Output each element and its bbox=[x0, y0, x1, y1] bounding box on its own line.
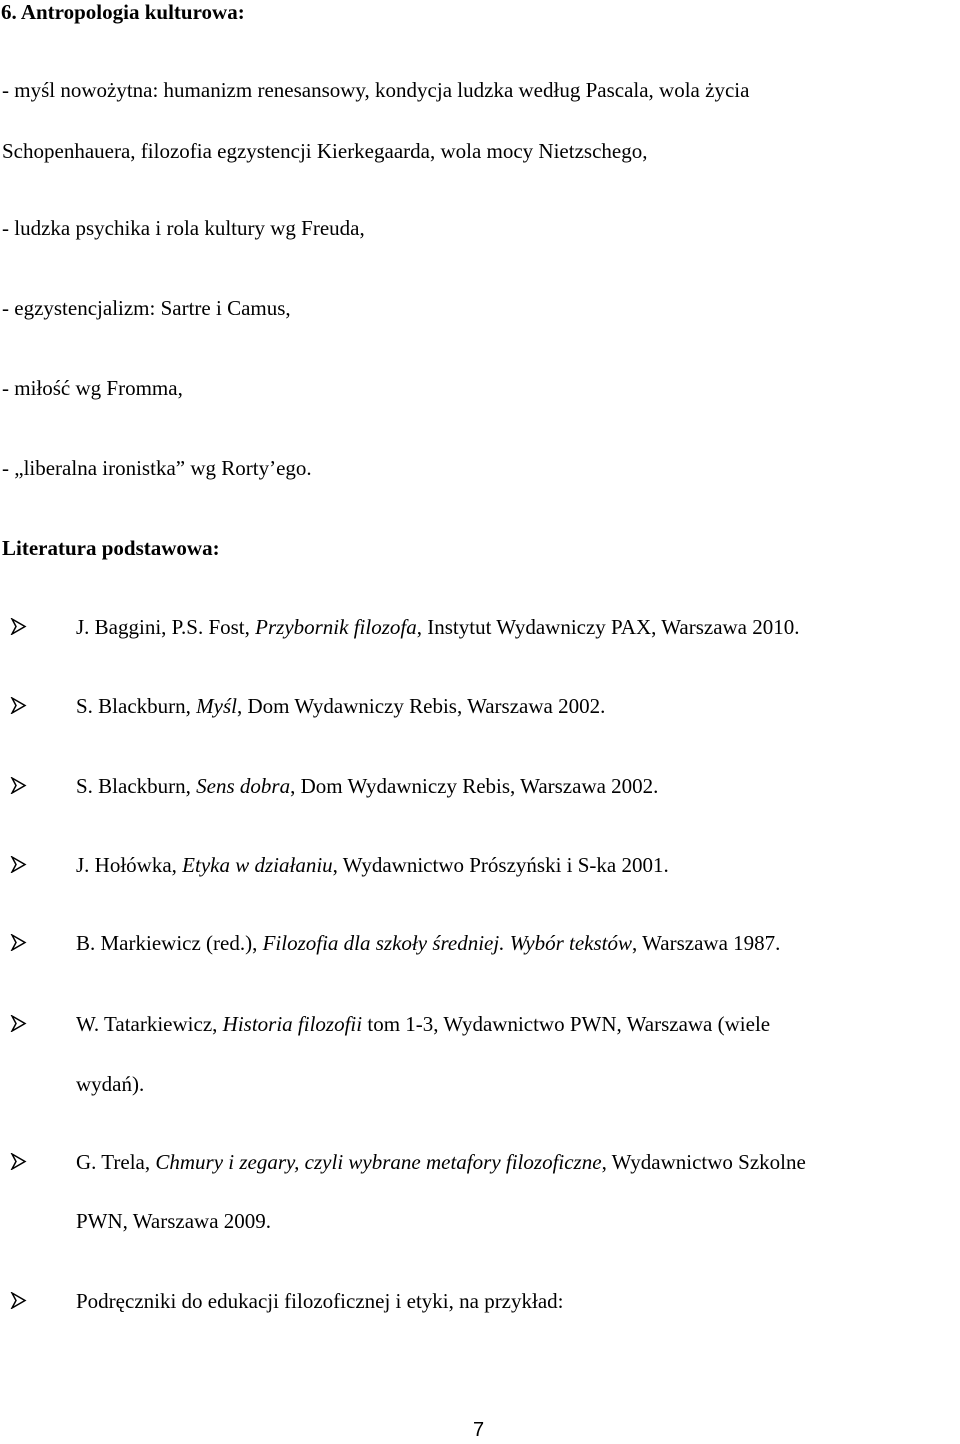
literature-item-text bbox=[76, 693, 605, 719]
publisher: tom 1-3, Wydawnictwo PWN, Warszawa (wiele bbox=[362, 1012, 771, 1036]
author: J. Baggini, P.S. Fost, bbox=[76, 615, 256, 639]
arrow-bullet-icon bbox=[10, 777, 27, 794]
arrow-bullet-icon bbox=[10, 1153, 27, 1170]
arrow-bullet-icon bbox=[10, 856, 27, 873]
literature-item bbox=[0, 614, 960, 640]
book-title: Myśl bbox=[196, 694, 237, 718]
literature-item-continuation: PWN, Warszawa 2009. bbox=[76, 1209, 272, 1233]
book-title: Przybornik filozofa bbox=[255, 615, 417, 639]
arrow-bullet-icon bbox=[10, 934, 27, 951]
literature-item-text bbox=[76, 1011, 770, 1037]
arrow-bullet-icon bbox=[10, 1015, 27, 1032]
item-text: Podręczniki do edukacji filozoficznej i etyki, na przykład: bbox=[76, 1289, 564, 1313]
publisher: , Wydawnictwo Szkolne bbox=[601, 1150, 806, 1174]
publisher: , Warszawa 1987. bbox=[632, 931, 781, 955]
publisher: , Wydawnictwo Prószyński i S-ka 2001. bbox=[332, 853, 669, 877]
author: B. Markiewicz (red.), bbox=[76, 931, 263, 955]
literature-item bbox=[0, 930, 960, 956]
arrow-bullet-icon bbox=[10, 618, 27, 635]
topic-line: - ludzka psychika i rola kultury wg Freuda, bbox=[2, 216, 365, 240]
book-title: Filozofia dla szkoły średniej. Wybór tekstów bbox=[262, 931, 633, 955]
literature-item-text bbox=[76, 614, 800, 640]
book-title: Etyka w działaniu bbox=[182, 853, 333, 877]
literature-item-text bbox=[76, 852, 669, 878]
topic-line: - „liberalna ironistka” wg Rorty’ego. bbox=[2, 456, 312, 480]
literature-item bbox=[0, 1149, 960, 1175]
book-title: Chmury i zegary, czyli wybrane metafory filozoficzne bbox=[155, 1150, 602, 1174]
author: J. Hołówka, bbox=[76, 853, 183, 877]
literature-item bbox=[0, 693, 960, 719]
topic-line: - miłość wg Fromma, bbox=[2, 376, 183, 400]
arrow-bullet-icon bbox=[10, 697, 27, 714]
author: G. Trela, bbox=[76, 1150, 156, 1174]
topic-line: - egzystencjalizm: Sartre i Camus, bbox=[2, 296, 291, 320]
publisher: , Dom Wydawniczy Rebis, Warszawa 2002. bbox=[236, 694, 606, 718]
section-title: 6. Antropologia kulturowa: bbox=[1, 0, 245, 24]
author: S. Blackburn, bbox=[76, 694, 197, 718]
author: W. Tatarkiewicz, bbox=[76, 1012, 223, 1036]
literature-item-continuation: wydań). bbox=[76, 1072, 145, 1096]
literature-item bbox=[0, 1288, 960, 1314]
literature-item bbox=[0, 773, 960, 799]
literature-heading: Literatura podstawowa: bbox=[2, 536, 220, 560]
publisher: , Instytut Wydawniczy PAX, Warszawa 2010. bbox=[416, 615, 800, 639]
book-title: Sens dobra bbox=[196, 774, 291, 798]
literature-item bbox=[0, 852, 960, 878]
arrow-bullet-icon bbox=[10, 1292, 27, 1309]
literature-item-text bbox=[76, 1288, 564, 1314]
publisher: , Dom Wydawniczy Rebis, Warszawa 2002. bbox=[290, 774, 659, 798]
literature-item-text bbox=[76, 930, 780, 956]
topic-line: - myśl nowożytna: humanizm renesansowy, kondycja ludzka według Pascala, wola życia bbox=[2, 78, 750, 102]
literature-item-text bbox=[76, 1149, 806, 1175]
literature-item bbox=[0, 1011, 960, 1037]
topic-line: Schopenhauera, filozofia egzystencji Kierkegaarda, wola mocy Nietzschego, bbox=[2, 139, 648, 163]
author: S. Blackburn, bbox=[76, 774, 197, 798]
book-title: Historia filozofii bbox=[222, 1012, 363, 1036]
literature-item-text bbox=[76, 773, 658, 799]
page-number: 7 bbox=[473, 1419, 485, 1441]
